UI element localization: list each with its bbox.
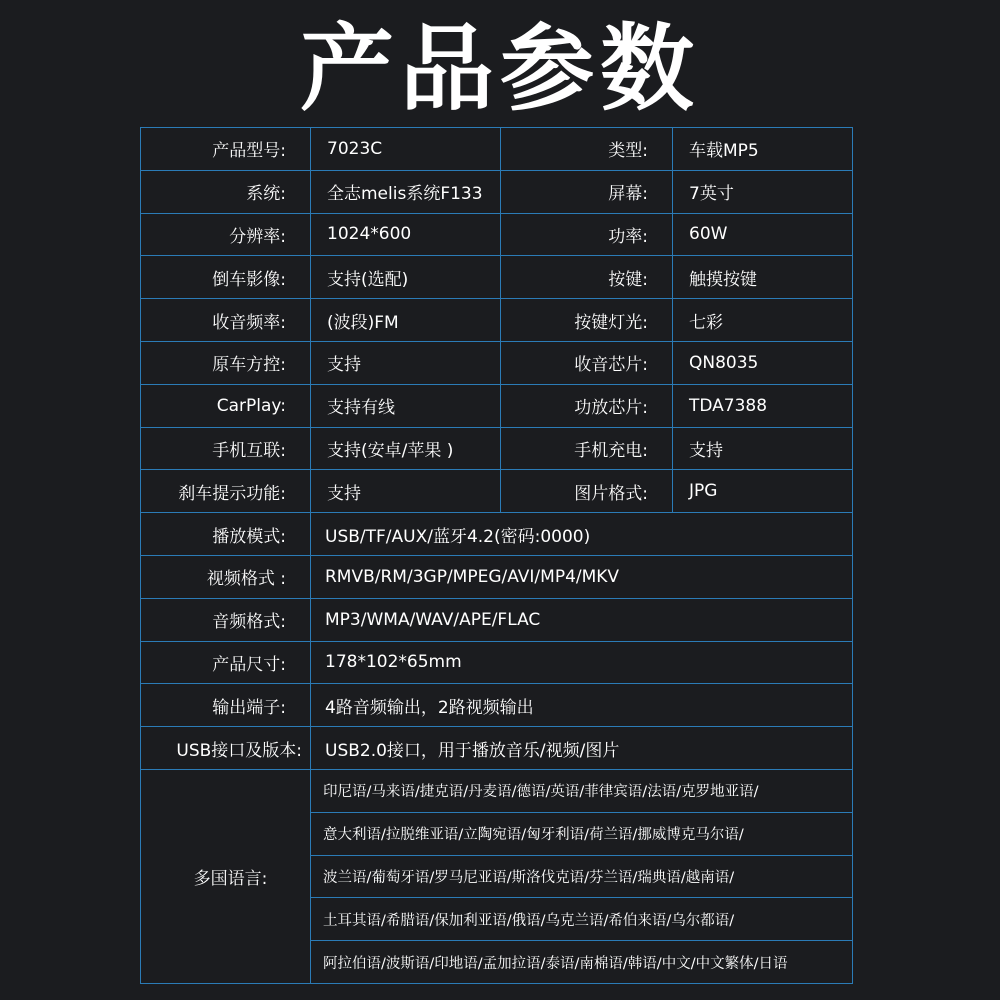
spec-value: 178*102*65mm [311, 641, 853, 684]
spec-value: 全志melis系统F133 [311, 170, 501, 213]
spec-label: 视频格式 : [141, 555, 311, 598]
spec-row-wide [141, 555, 853, 598]
spec-label: 手机互联: [141, 427, 311, 470]
spec-value: 7023C [311, 128, 501, 171]
spec-value: 支持 [311, 341, 501, 384]
spec-value: 支持(选配) [311, 256, 501, 299]
spec-row [141, 427, 853, 470]
spec-value: MP3/WMA/WAV/APE/FLAC [311, 598, 853, 641]
spec-value: 触摸按键 [673, 256, 853, 299]
spec-label: 系统: [141, 170, 311, 213]
spec-label: 产品型号: [141, 128, 311, 171]
spec-label: CarPlay: [141, 384, 311, 427]
language-line: 意大利语/拉脱维亚语/立陶宛语/匈牙利语/荷兰语/挪威博克马尔语/ [311, 812, 853, 855]
language-line: 波兰语/葡萄牙语/罗马尼亚语/斯洛伐克语/芬兰语/瑞典语/越南语/ [311, 855, 853, 898]
spec-value: 60W [673, 213, 853, 256]
spec-value: 7英寸 [673, 170, 853, 213]
spec-label: 原车方控: [141, 341, 311, 384]
spec-row-wide [141, 727, 853, 770]
language-line: 土耳其语/希腊语/保加利亚语/俄语/乌克兰语/希伯来语/乌尔都语/ [311, 898, 853, 941]
spec-row-wide [141, 513, 853, 556]
spec-label: 音频格式: [141, 598, 311, 641]
spec-value: 支持 [311, 470, 501, 513]
spec-value: USB2.0接口，用于播放音乐/视频/图片 [311, 727, 853, 770]
spec-value: 车载MP5 [673, 128, 853, 171]
spec-row [141, 128, 853, 171]
spec-row [141, 170, 853, 213]
spec-label: 类型: [501, 128, 673, 171]
spec-row [141, 384, 853, 427]
spec-label: 倒车影像: [141, 256, 311, 299]
spec-value: 支持有线 [311, 384, 501, 427]
spec-row [141, 256, 853, 299]
spec-label: 按键灯光: [501, 299, 673, 342]
spec-value: RMVB/RM/3GP/MPEG/AVI/MP4/MKV [311, 555, 853, 598]
spec-label: 手机充电: [501, 427, 673, 470]
spec-label: 收音频率: [141, 299, 311, 342]
spec-row-wide [141, 684, 853, 727]
language-line: 印尼语/马来语/捷克语/丹麦语/德语/英语/菲律宾语/法语/克罗地亚语/ [311, 769, 853, 812]
spec-label: 产品尺寸: [141, 641, 311, 684]
spec-label: 功放芯片: [501, 384, 673, 427]
spec-value: 4路音频输出，2路视频输出 [311, 684, 853, 727]
spec-value: TDA7388 [673, 384, 853, 427]
spec-value: 支持 [673, 427, 853, 470]
spec-value: JPG [673, 470, 853, 513]
spec-row [141, 213, 853, 256]
language-line: 阿拉伯语/波斯语/印地语/孟加拉语/泰语/南棉语/韩语/中文/中文繁体/日语 [311, 941, 853, 984]
languages-label: 多国语言: [141, 769, 311, 983]
spec-row-wide [141, 598, 853, 641]
spec-table [140, 127, 853, 984]
spec-label: 屏幕: [501, 170, 673, 213]
language-row [141, 769, 853, 812]
spec-value: QN8035 [673, 341, 853, 384]
spec-value: (波段)FM [311, 299, 501, 342]
spec-label: 图片格式: [501, 470, 673, 513]
page-title: 产品参数 [299, 15, 700, 124]
spec-label: 按键: [501, 256, 673, 299]
spec-row-wide [141, 641, 853, 684]
spec-row [141, 341, 853, 384]
spec-row [141, 299, 853, 342]
spec-value: 1024*600 [311, 213, 501, 256]
spec-value: 七彩 [673, 299, 853, 342]
spec-row [141, 470, 853, 513]
spec-value: USB/TF/AUX/蓝牙4.2(密码:0000) [311, 513, 853, 556]
spec-label: 输出端子: [141, 684, 311, 727]
spec-label: USB接口及版本: [141, 727, 311, 770]
spec-label: 功率: [501, 213, 673, 256]
spec-label: 播放模式: [141, 513, 311, 556]
spec-label: 收音芯片: [501, 341, 673, 384]
spec-label: 刹车提示功能: [141, 470, 311, 513]
spec-value: 支持(安卓/苹果 ) [311, 427, 501, 470]
spec-label: 分辨率: [141, 213, 311, 256]
